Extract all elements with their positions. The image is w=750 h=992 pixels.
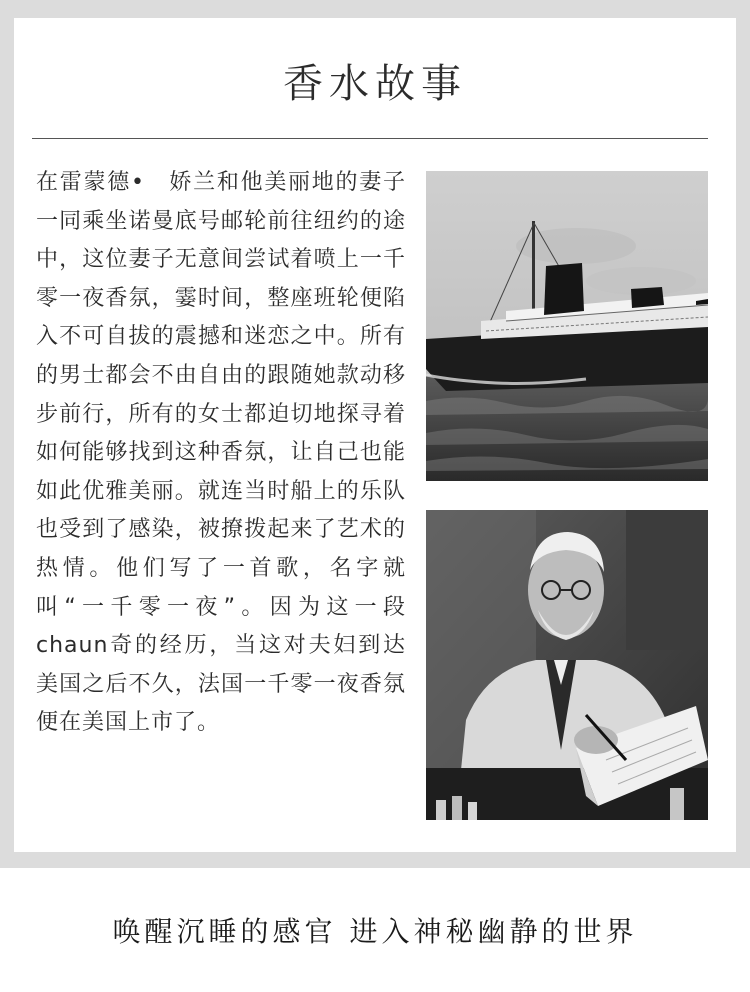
page-title: 香水故事: [283, 61, 467, 107]
title-divider: [32, 138, 708, 139]
story-card: [14, 18, 736, 852]
story-text: 在雷蒙德• 娇兰和他美丽地的妻子一同乘坐诺曼底号邮轮前往纽约的途中，这位妻子无意间尝试着喷上一千零一夜香氛，霎时间，整座班轮便陷入不可自拔的震撼和迷恋之中。所有的男士都会不由自由的跟随她款动移步前行，所有的女士都迫切地探寻着如何能够找到这种香氛，让自己也能如此优雅美丽。就连当时船上的乐队也受到了感染，被撩拨起来了艺术的热情。他们写了一首歌，名字就叫“一千零一夜”。因为这一段chaun奇的经历，当这对夫妇到达美国之后不久，法国一千零一夜香氛便在美国上市了。: [36, 170, 406, 736]
perfumer-portrait-photo: [426, 510, 708, 820]
footer-slogan: 唤醒沉睡的感官 进入神秘幽静的世界: [112, 915, 638, 948]
ocean-liner-photo: [426, 171, 708, 481]
